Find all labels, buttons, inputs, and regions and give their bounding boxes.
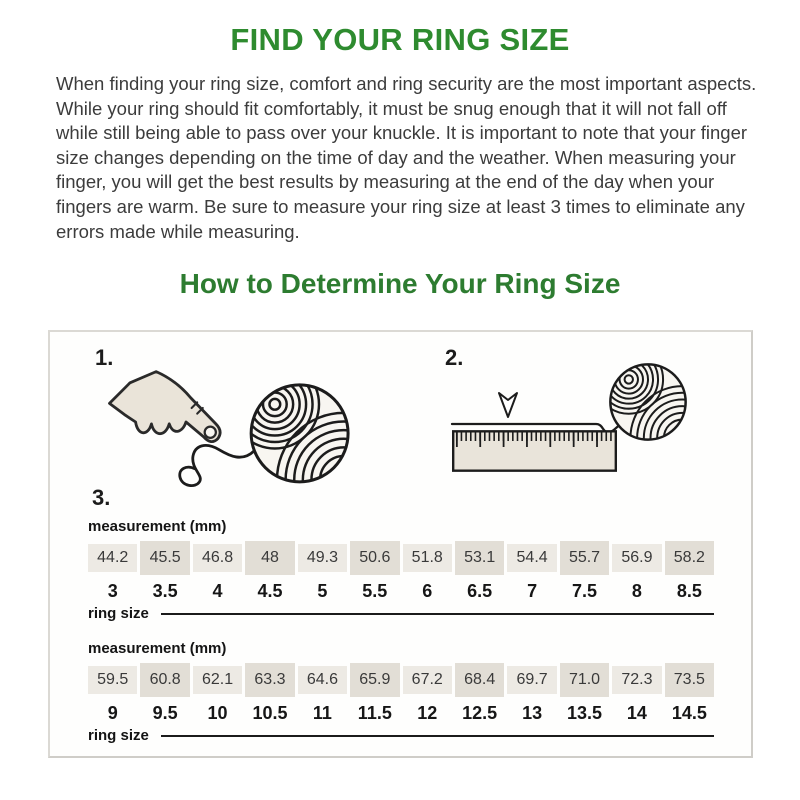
measurement-cell: 55.7 bbox=[560, 541, 609, 575]
ring-size-cell: 12 bbox=[417, 703, 438, 723]
ruler-icon bbox=[452, 430, 617, 472]
measurement-cell: 58.2 bbox=[665, 541, 714, 575]
page-title: FIND YOUR RING SIZE bbox=[230, 22, 570, 57]
ring-size-cell: 9.5 bbox=[152, 703, 178, 723]
ring-size-cell: 8.5 bbox=[676, 581, 702, 601]
measurement-cell: 48 bbox=[245, 541, 294, 575]
measurement-cell: 73.5 bbox=[665, 663, 714, 697]
measurement-cell: 45.5 bbox=[140, 541, 189, 575]
measurement-cell: 72.3 bbox=[612, 666, 661, 694]
ring-size-cell: 11 bbox=[312, 703, 332, 723]
measurement-label: measurement (mm) bbox=[88, 640, 227, 657]
measurement-cell: 51.8 bbox=[403, 544, 452, 572]
ring-size-footer bbox=[88, 727, 714, 744]
measurement-cell: 46.8 bbox=[193, 544, 242, 572]
ring-size-cell: 11.5 bbox=[357, 703, 392, 723]
ring-size-cell: 7.5 bbox=[571, 581, 598, 601]
ring-size-cell: 7 bbox=[527, 581, 538, 601]
measurement-cell: 50.6 bbox=[350, 541, 399, 575]
ring-size-label: ring size bbox=[88, 605, 149, 622]
ring-size-cell: 5.5 bbox=[362, 581, 388, 601]
ring-size-cell: 13 bbox=[522, 703, 543, 723]
measurement-cell: 49.3 bbox=[298, 544, 347, 572]
ring-size-row bbox=[88, 703, 714, 724]
measurement-cell: 65.9 bbox=[350, 663, 399, 697]
ring-size-cell: 6 bbox=[422, 581, 433, 601]
ring-size-footer bbox=[88, 605, 714, 622]
ring-size-underline bbox=[161, 613, 714, 615]
intro-paragraph: When finding your ring size, comfort and ring security are the most important aspects. While your ring should fit comfortably, it must be snug enough that it will not fall off while still being able to pass over your knuckle. It is important to note that your finger size changes depending on the time of day and the weather. When measuring your finger, you will get the best results by measuring at the end of the day when your fingers are warm. Be sure to measure your ring size at least 3 times to eliminate any errors made while measuring. bbox=[56, 73, 757, 242]
ring-size-cell: 6.5 bbox=[467, 581, 493, 601]
measurement-cell: 68.4 bbox=[455, 663, 504, 697]
step-2-label: 2. bbox=[445, 345, 464, 370]
ring-size-cell: 5 bbox=[317, 581, 328, 601]
measurement-cell: 56.9 bbox=[612, 544, 661, 572]
instructions-panel bbox=[48, 330, 753, 758]
measurement-cell: 63.3 bbox=[245, 663, 294, 697]
measurement-cell: 53.1 bbox=[455, 541, 504, 575]
measurement-row bbox=[88, 666, 714, 694]
ring-size-cell: 4.5 bbox=[257, 581, 283, 601]
yarn-ball-icon bbox=[165, 372, 361, 498]
ring-size-cell: 12.5 bbox=[462, 703, 498, 723]
ring-size-underline bbox=[161, 735, 714, 737]
measurement-cell: 67.2 bbox=[403, 666, 452, 694]
ring-size-cell: 14.5 bbox=[671, 703, 707, 723]
ring-size-cell: 14 bbox=[626, 703, 647, 723]
measurement-cell: 64.6 bbox=[298, 666, 347, 694]
size-table-large bbox=[88, 640, 714, 744]
ring-size-cell: 3 bbox=[107, 581, 118, 601]
ring-size-cell: 8 bbox=[631, 581, 642, 601]
step-1-label: 1. bbox=[95, 345, 114, 370]
measurement-cell: 54.4 bbox=[507, 544, 556, 572]
measurement-cell: 69.7 bbox=[507, 666, 556, 694]
measurement-row bbox=[88, 544, 714, 572]
ring-size-cell: 10 bbox=[207, 703, 228, 723]
size-table-small bbox=[88, 518, 714, 622]
ring-size-cell: 4 bbox=[212, 581, 223, 601]
ring-size-cell: 13.5 bbox=[566, 703, 603, 723]
ring-size-label: ring size bbox=[88, 727, 149, 744]
measurement-cell: 44.2 bbox=[88, 544, 137, 572]
section-heading: How to Determine Your Ring Size bbox=[179, 268, 621, 299]
measurement-cell: 60.8 bbox=[140, 663, 189, 697]
ring-size-cell: 10.5 bbox=[252, 703, 288, 723]
ring-size-cell: 9 bbox=[107, 703, 118, 723]
measurement-cell: 71.0 bbox=[560, 663, 609, 697]
measurement-cell: 59.5 bbox=[88, 666, 137, 694]
yarn-ball-icon bbox=[602, 356, 694, 448]
ring-size-cell: 3.5 bbox=[152, 581, 178, 601]
step-3-label: 3. bbox=[92, 485, 111, 510]
measurement-cell: 62.1 bbox=[193, 666, 242, 694]
measurement-label: measurement (mm) bbox=[88, 518, 227, 535]
ring-size-row bbox=[88, 581, 714, 602]
